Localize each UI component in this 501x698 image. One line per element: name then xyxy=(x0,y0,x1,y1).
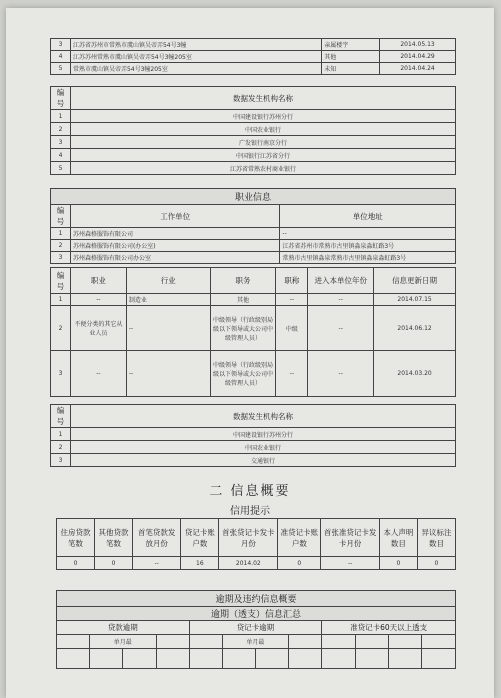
employment-title: 职业信息 xyxy=(51,189,456,205)
summary-header: 住房贷款笔数 xyxy=(57,519,95,557)
position: 其他 xyxy=(210,294,276,306)
row-number: 5 xyxy=(51,63,71,75)
org-name: 交通银行 xyxy=(70,454,455,467)
address-text: 江苏省苏州市常熟市虞山镇吴帝弄54号3幢 xyxy=(70,39,321,51)
occupation: -- xyxy=(70,294,126,306)
job-table xyxy=(50,267,456,397)
summary-header: 其他贷款笔数 xyxy=(95,519,133,557)
org-row xyxy=(51,441,456,454)
credit-tips-title: 信用提示 xyxy=(230,506,270,517)
summary-value: 2014.02 xyxy=(219,557,278,570)
address-text: 江苏苏州常熟市虞山镇吴帝弄54号3幢205室 xyxy=(70,51,321,63)
summary-header: 首张准贷记卡发卡月份 xyxy=(321,519,379,557)
col-unit-address: 单位地址 xyxy=(280,205,456,228)
org-name: 中国建设银行苏州分行 xyxy=(70,428,455,441)
job-title: 中级 xyxy=(276,306,308,351)
summary-header: 本人声明数目 xyxy=(379,519,417,557)
residence-type: 未知 xyxy=(322,63,380,75)
occupation: -- xyxy=(70,351,126,397)
row-number: 1 xyxy=(51,294,71,306)
job-title: -- xyxy=(276,294,308,306)
entry-year: -- xyxy=(308,351,374,397)
row-number: 2 xyxy=(51,240,71,252)
summary-value: -- xyxy=(321,557,379,570)
address-table xyxy=(50,38,456,75)
org-row xyxy=(51,149,456,162)
employment-row xyxy=(51,228,456,240)
col-org-name: 数据发生机构名称 xyxy=(70,87,455,110)
summary-value: 0 xyxy=(278,557,321,570)
employment-row xyxy=(51,240,456,252)
update-date: 2014.04.24 xyxy=(380,63,456,75)
summary-value: 0 xyxy=(95,557,133,570)
summary-header: 首张贷记卡发卡月份 xyxy=(219,519,278,557)
row-number: 4 xyxy=(51,149,71,162)
industry: -- xyxy=(126,306,210,351)
row-number: 2 xyxy=(51,123,71,136)
col-org-name: 数据发生机构名称 xyxy=(70,405,455,428)
row-number: 1 xyxy=(51,110,71,123)
summary-value: -- xyxy=(133,557,181,570)
org-row xyxy=(51,123,456,136)
col-occupation: 职业 xyxy=(70,268,126,294)
loan-single-month-max: 单月最 xyxy=(89,635,156,649)
report-page xyxy=(6,8,494,698)
card-single-month-max: 单月最 xyxy=(222,635,289,649)
position: 中级领导（行政级别局级以下领导或大公司中级管理人员） xyxy=(210,351,276,397)
job-title: -- xyxy=(276,351,308,397)
overdue-title: 逾期及违约信息概要 xyxy=(57,591,456,607)
unit-address: 江苏省苏州市常熟市古里镇淼泉淼虹路3号 xyxy=(280,240,456,252)
row-number: 2 xyxy=(51,306,71,351)
overdue-summary-table xyxy=(56,590,456,669)
credit-card-overdue-header: 贷记卡逾期 xyxy=(189,621,322,635)
row-number: 1 xyxy=(51,228,71,240)
row-number: 3 xyxy=(51,39,71,51)
org-name: 中国农业银行 xyxy=(70,441,455,454)
org-name: 中国建设银行苏州分行 xyxy=(70,110,455,123)
org-name: 江苏省常熟农村商业银行 xyxy=(70,162,455,175)
address-row xyxy=(51,51,456,63)
industry: 制造业 xyxy=(126,294,210,306)
address-row xyxy=(51,63,456,75)
semi-credit-card-overdraft-header: 准贷记卡60天以上透支 xyxy=(322,621,456,635)
org-name: 中国银行江苏省分行 xyxy=(70,149,455,162)
org-row xyxy=(51,110,456,123)
job-row xyxy=(51,294,456,306)
row-number: 2 xyxy=(51,441,71,454)
org-name: 中国农业银行 xyxy=(70,123,455,136)
col-update-date: 信息更新日期 xyxy=(374,268,456,294)
section-title: 二 信息概要 xyxy=(209,484,291,499)
summary-value: 0 xyxy=(417,557,455,570)
entry-year: -- xyxy=(308,294,374,306)
position: 中级领导（行政级别局级以下领导或大公司中级管理人员） xyxy=(210,306,276,351)
data-org-table-1 xyxy=(50,86,456,175)
org-row xyxy=(51,428,456,441)
job-row xyxy=(51,351,456,397)
update-date: 2014.06.12 xyxy=(374,306,456,351)
work-unit: 苏州森格服饰有限公司 xyxy=(70,228,279,240)
summary-header: 贷记卡账户数 xyxy=(181,519,219,557)
col-industry: 行业 xyxy=(126,268,210,294)
row-number: 1 xyxy=(51,428,71,441)
row-number: 4 xyxy=(51,51,71,63)
org-name: 广发银行南京分行 xyxy=(70,136,455,149)
industry: -- xyxy=(126,351,210,397)
update-date: 2014.07.15 xyxy=(374,294,456,306)
col-no: 编号 xyxy=(51,405,71,428)
row-number: 3 xyxy=(51,351,71,397)
employment-row xyxy=(51,252,456,264)
row-number: 3 xyxy=(51,136,71,149)
org-row xyxy=(51,136,456,149)
data-org-table-2 xyxy=(50,404,456,467)
summary-header: 首笔贷款发放月份 xyxy=(133,519,181,557)
summary-value: 0 xyxy=(379,557,417,570)
residence-type: 其他 xyxy=(322,51,380,63)
row-number: 5 xyxy=(51,162,71,175)
unit-address: -- xyxy=(280,228,456,240)
credit-summary-table xyxy=(56,518,456,570)
col-entry-year: 进入本单位年份 xyxy=(308,268,374,294)
update-date: 2014.05.13 xyxy=(380,39,456,51)
occupation: 不便分类的其它从业人员 xyxy=(70,306,126,351)
org-row xyxy=(51,454,456,467)
col-job-title: 职称 xyxy=(276,268,308,294)
row-number: 3 xyxy=(51,454,71,467)
address-text: 常熟市虞山镇吴帝弄54号3幢205室 xyxy=(70,63,321,75)
update-date: 2014.04.29 xyxy=(380,51,456,63)
unit-address: 常熟市古里镇淼泉常熟市古里镇淼泉淼虹路3号 xyxy=(280,252,456,264)
overdue-subtitle: 逾期（透支）信息汇总 xyxy=(57,607,456,621)
employment-table xyxy=(50,188,456,264)
update-date: 2014.03.20 xyxy=(374,351,456,397)
entry-year: -- xyxy=(308,306,374,351)
job-row xyxy=(51,306,456,351)
col-no: 编号 xyxy=(51,205,71,228)
residence-type: 亲属楼宇 xyxy=(322,39,380,51)
work-unit: 苏州森格服饰有限公司(办公室) xyxy=(70,240,279,252)
summary-header: 异议标注数目 xyxy=(417,519,455,557)
col-work-unit: 工作单位 xyxy=(70,205,279,228)
col-no: 编号 xyxy=(51,268,71,294)
col-position: 职务 xyxy=(210,268,276,294)
summary-value: 16 xyxy=(181,557,219,570)
summary-header: 准贷记卡账户数 xyxy=(278,519,321,557)
address-row xyxy=(51,39,456,51)
row-number: 3 xyxy=(51,252,71,264)
loan-overdue-header: 贷款逾期 xyxy=(57,621,190,635)
org-row xyxy=(51,162,456,175)
col-no: 编号 xyxy=(51,87,71,110)
summary-value: 0 xyxy=(57,557,95,570)
work-unit: 苏州森格服饰有限公司办公室 xyxy=(70,252,279,264)
